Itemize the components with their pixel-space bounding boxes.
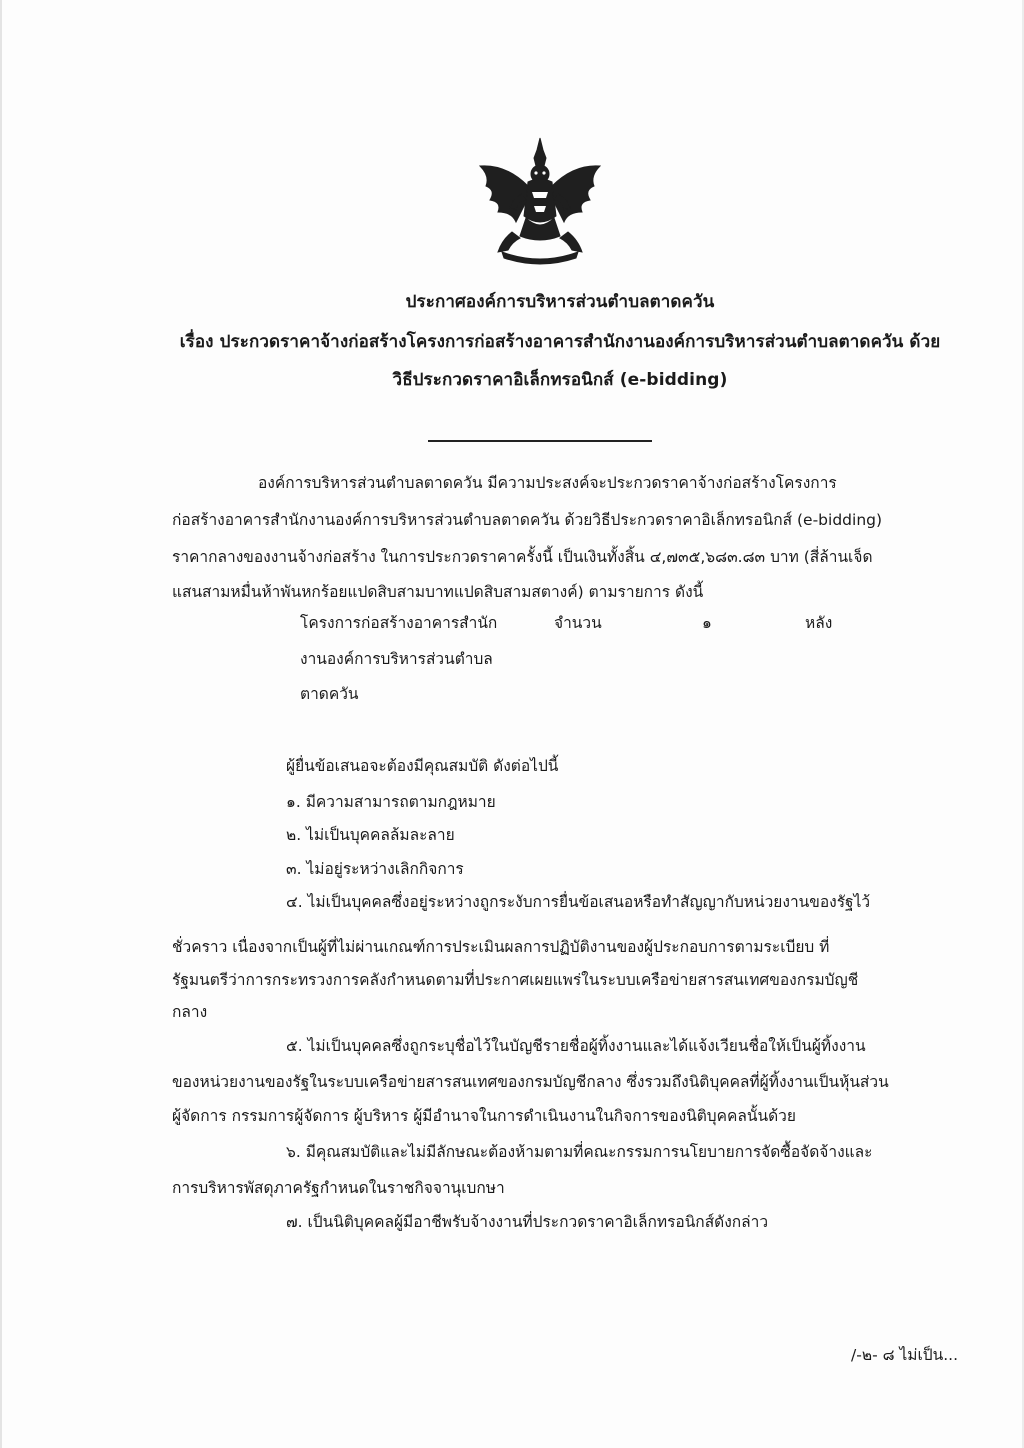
item-name-line-1: โครงการก่อสร้างอาคารสำนัก: [300, 614, 498, 632]
heading-line-3: วิธีประกวดราคาอิเล็กทรอนิกส์ (e-bidding): [392, 370, 728, 390]
intro-line-1: องค์การบริหารส่วนตำบลตาดควัน มีความประสงค์จะประกวดราคาจ้างก่อสร้างโครงการ: [258, 474, 837, 492]
intro-line-3: ราคากลางของงานจ้างก่อสร้าง ในการประกวดราคาครั้งนี้ เป็นเงินทั้งสิ้น ๔,๗๓๕,๖๘๓.๘๓ บาท (สี่ล้านเจ็ด: [172, 548, 873, 566]
qualification-4-line-1: ๔. ไม่เป็นบุคคลซึ่งอยู่ระหว่างถูกระงับการยื่นข้อเสนอหรือทำสัญญากับหน่วยงานของรัฐไว้: [286, 893, 871, 911]
item-unit: หลัง: [805, 614, 833, 632]
qualification-7: ๗. เป็นนิติบุคคลผู้มีอาชีพรับจ้างงานที่ประกวดราคาอิเล็กทรอนิกส์ดังกล่าว: [286, 1213, 769, 1231]
intro-line-2: ก่อสร้างอาคารสำนักงานองค์การบริหารส่วนตำบลตาดควัน ด้วยวิธีประกวดราคาอิเล็กทรอนิกส์ (e-bidding): [172, 511, 883, 529]
garuda-emblem-icon: [472, 136, 608, 266]
qualification-5-line-3: ผู้จัดการ กรรมการผู้จัดการ ผู้บริหาร ผู้มีอำนาจในการดำเนินงานในกิจการของนิติบุคคลนั้นด้วย: [172, 1107, 796, 1125]
qualification-5-line-1: ๕. ไม่เป็นบุคคลซึ่งถูกระบุชื่อไว้ในบัญชีรายชื่อผู้ทิ้งงานและได้แจ้งเวียนชื่อให้เป็นผู้ทิ้งงาน: [286, 1037, 866, 1055]
page-continuation: /-๒- ๘ ไม่เป็น...: [851, 1346, 958, 1364]
qualification-3: ๓. ไม่อยู่ระหว่างเลิกกิจการ: [286, 860, 464, 878]
qualifications-title: ผู้ยื่นข้อเสนอจะต้องมีคุณสมบัติ ดังต่อไปนี้: [286, 757, 559, 775]
qualification-6-line-2: การบริหารพัสดุภาครัฐกำหนดในราชกิจจานุเบกษา: [172, 1179, 505, 1197]
qualification-6-line-1: ๖. มีคุณสมบัติและไม่มีลักษณะต้องห้ามตามที่คณะกรรมการนโยบายการจัดซื้อจัดจ้างและ: [286, 1143, 873, 1161]
item-name-line-3: ตาดควัน: [300, 685, 359, 703]
heading-line-2: เรื่อง ประกวดราคาจ้างก่อสร้างโครงการก่อสร้างอาคารสำนักงานองค์การบริหารส่วนตำบลตาดควัน ด้วย: [179, 332, 941, 352]
qualification-4-line-2: ชั่วคราว เนื่องจากเป็นผู้ที่ไม่ผ่านเกณฑ์การประเมินผลการปฏิบัติงานของผู้ประกอบการตามระเบียบ ที่: [172, 938, 830, 956]
item-qty-value: ๑: [702, 614, 712, 632]
heading-line-1: ประกาศองค์การบริหารส่วนตำบลตาดควัน: [405, 292, 715, 312]
qualification-4-line-4: กลาง: [172, 1003, 208, 1021]
item-name-line-2: งานองค์การบริหารส่วนตำบล: [300, 650, 493, 668]
item-qty-label: จำนวน: [554, 614, 602, 632]
qualification-4-line-3: รัฐมนตรีว่าการกระทรวงการคลังกำหนดตามที่ประกาศเผยแพร่ในระบบเครือข่ายสารสนเทศของกรมบัญชี: [172, 971, 859, 989]
heading-divider: [428, 440, 652, 442]
qualification-5-line-2: ของหน่วยงานของรัฐในระบบเครือข่ายสารสนเทศของกรมบัญชีกลาง ซึ่งรวมถึงนิติบุคคลที่ผู้ทิ้งงานเป็นหุ้นส่วน: [172, 1073, 889, 1091]
scan-edge-left: [0, 0, 2, 1448]
intro-line-4: แสนสามหมื่นห้าพันหกร้อยแปดสิบสามบาทแปดสิบสามสตางค์) ตามรายการ ดังนี้: [172, 583, 704, 601]
qualification-1: ๑. มีความสามารถตามกฎหมาย: [286, 793, 496, 811]
qualification-2: ๒. ไม่เป็นบุคคลล้มละลาย: [286, 826, 455, 844]
